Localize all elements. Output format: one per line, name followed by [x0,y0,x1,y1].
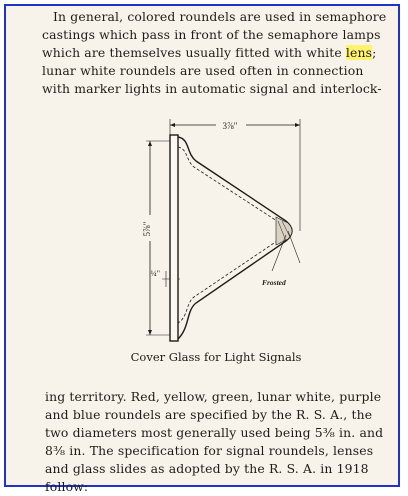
rim-dimension-label: ¼" [150,269,160,278]
frosted-label: Frosted [262,278,286,287]
text-line: with marker lights in automatic signal and interlock- [42,81,382,96]
text-line: In general, colored roundels are used in semaphore [53,9,387,24]
paragraph-bottom [45,388,390,496]
cover-glass-diagram [138,113,328,343]
figure-caption: Cover Glass for Light Signals [130,350,302,364]
frosted-pointer-line [288,231,300,263]
text-line: and glass slides as adopted by the R. S. A. in 1918 [45,461,369,476]
text-line-content: castings which pass in front of the semaphore lamps [42,27,381,42]
text-line: follow: [45,479,89,494]
height-arrow-top [148,141,152,146]
paragraph-top [42,8,387,98]
text-line: 8⅜ in. The specification for signal roundels, lenses [45,443,374,458]
text-line: and blue roundels are specified by the R. S. A., the [45,407,373,422]
glass-flange [170,135,178,341]
height-dimension-label: 5⅞" [142,221,152,237]
highlighted-word: lens [345,45,373,60]
text-line [42,26,387,44]
width-dimension-label: 3⅞" [222,121,238,131]
width-arrow-right [295,123,300,127]
height-arrow-bottom [148,330,152,335]
text-segment: ; [372,45,377,60]
width-arrow-left [170,123,175,127]
text-line [42,44,387,62]
text-line: ing territory. Red, yellow, green, lunar white, purple [45,389,382,404]
glass-inner-profile [178,147,284,323]
text-line: lunar white roundels are used often in connection [42,63,364,78]
text-segment: which are themselves usually fitted with white [42,45,346,60]
text-line: two diameters most generally used being 5⅜ in. and [45,425,384,440]
